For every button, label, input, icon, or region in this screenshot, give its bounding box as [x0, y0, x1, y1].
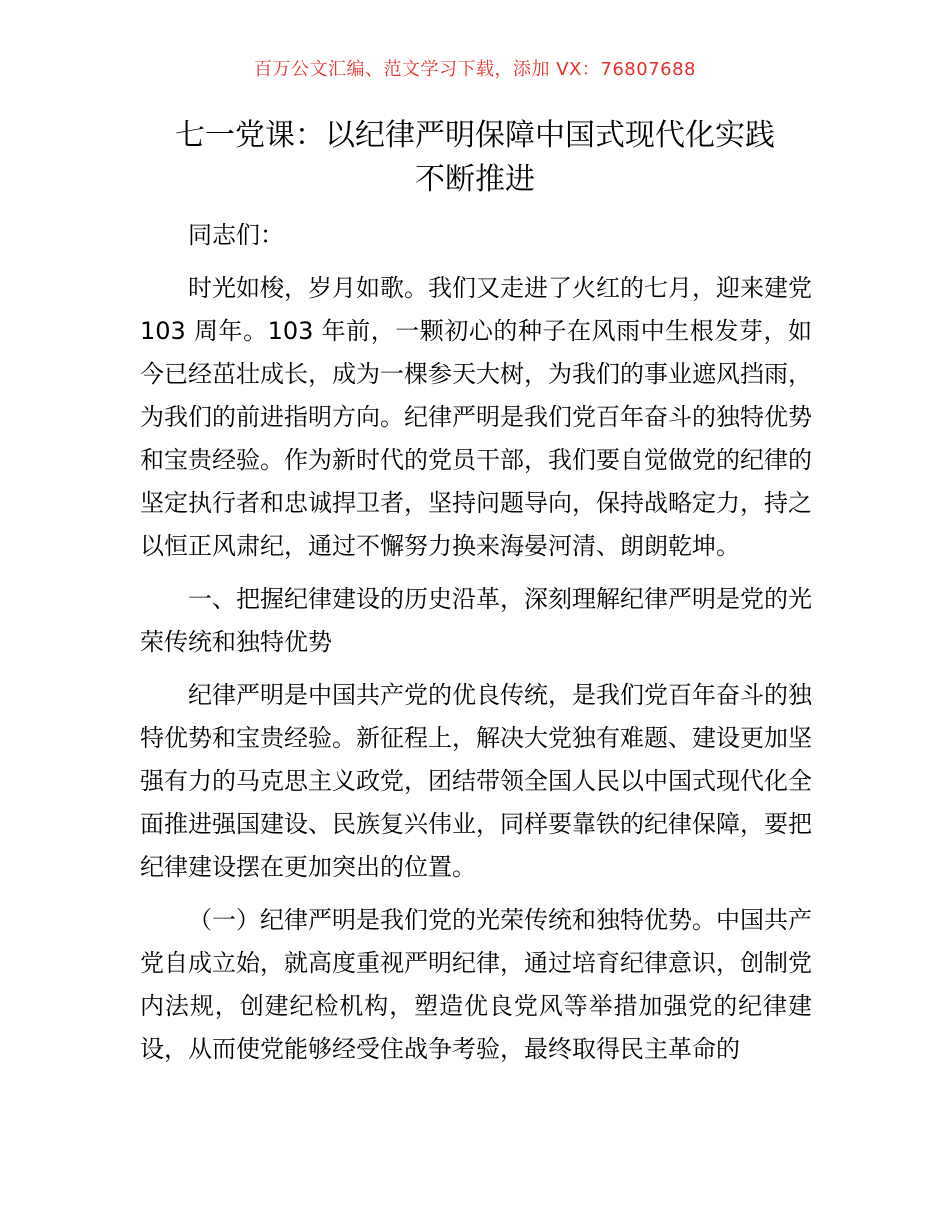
header-watermark-note: 百万公文汇编、范文学习下载，添加 VX：76807688 [254, 59, 696, 80]
paragraph-intro: 时光如梭，岁月如歌。我们又走进了火红的七月，迎来建党 103 周年。103 年前，一颗初心的种子在风雨中生根发芽，如今已经茁壮成长，成为一棵参天大树，为我们的事业遮风挡雨，为我们的前进指明方向。纪律严明是我们党百年奋斗的独特优势和宝贵经验。作为新时代的党员干部，我们要自觉做党的纪律的坚定执行者和忠诚捍卫者，坚持问题导向，保持战略定力，持之以恒正风肃纪，通过不懈努力换来海晏河清、朗朗乾坤。 [140, 274, 812, 560]
title-line-1: 七一党课：以纪律严明保障中国式现代化实践 [175, 118, 775, 153]
document-body [140, 214, 812, 1081]
document-title [0, 114, 950, 202]
title-line-2: 不断推进 [415, 162, 535, 197]
salutation: 同志们： [188, 221, 284, 249]
paragraph-subsection-1: （一）纪律严明是我们党的光荣传统和独特优势。中国共产党自成立始，就高度重视严明纪律，通过培育纪律意识，创制党内法规，创建纪检机构，塑造优良党风等举措加强党的纪律建设，从而使党能够经受住战争考验，最终取得民主革命的 [140, 906, 812, 1063]
paragraph-section-1: 纪律严明是中国共产党的优良传统，是我们党百年奋斗的独特优势和宝贵经验。新征程上，解决大党独有难题、建设更加坚强有力的马克思主义政党，团结带领全国人民以中国式现代化全面推进强国建设、民族复兴伟业，同样要靠铁的纪律保障，要把纪律建设摆在更加突出的位置。 [140, 681, 812, 881]
section-heading-1: 一、把握纪律建设的历史沿革，深刻理解纪律严明是党的光荣传统和独特优势 [140, 585, 812, 656]
